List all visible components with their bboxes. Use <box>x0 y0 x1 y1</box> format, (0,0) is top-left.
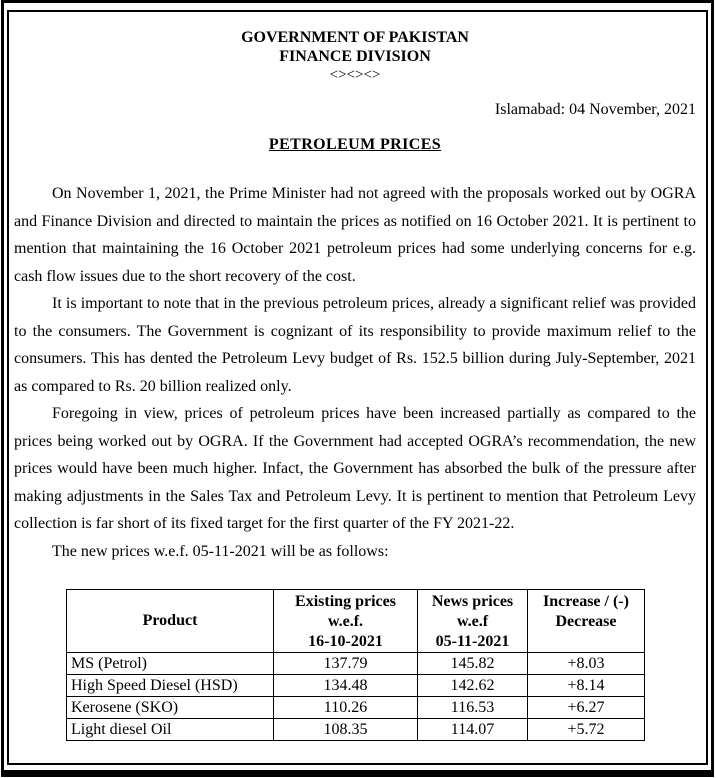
cell-new-price: 142.62 <box>418 675 528 697</box>
cell-product: High Speed Diesel (HSD) <box>67 675 274 697</box>
letterhead-division: FINANCE DIVISION <box>279 48 431 65</box>
cell-existing-price: 134.48 <box>274 675 418 697</box>
cell-product: Light diesel Oil <box>67 719 274 741</box>
cell-new-price: 145.82 <box>418 653 528 675</box>
cell-existing-price: 137.79 <box>274 653 418 675</box>
table-row-ms-petrol <box>67 653 645 675</box>
document-title: PETROLEUM PRICES <box>268 136 442 153</box>
column-header-product: Product <box>67 590 274 653</box>
column-header-increase-decrease: Increase / (-) Decrease <box>528 590 645 653</box>
table-row-hsd <box>67 675 645 697</box>
cell-change: +5.72 <box>528 719 645 741</box>
cell-product: MS (Petrol) <box>67 653 274 675</box>
page-border-outer <box>1 0 714 777</box>
cell-existing-price: 110.26 <box>274 697 418 719</box>
page-border-inner <box>7 10 708 765</box>
cell-change: +8.14 <box>528 675 645 697</box>
body-paragraph-2: It is important to note that in the previous petroleum prices, already a significant relief was provided to the consumers. The Government is cognizant of its responsibility to provide maximum relief to the consumers. This has dented the Petroleum Levy budget of Rs. 152.5 billion during July-September, 2021 as compared to Rs. 20 billion realized only. <box>14 295 696 395</box>
cell-change: +8.03 <box>528 653 645 675</box>
dateline: Islamabad: 04 November, 2021 <box>494 101 696 118</box>
lead-in-line: The new prices w.e.f. 05-11-2021 will be as follows: <box>52 542 389 560</box>
cell-new-price: 114.07 <box>418 719 528 741</box>
letterhead-government: GOVERNMENT OF PAKISTAN <box>241 29 469 46</box>
table-row-kerosene <box>67 697 645 719</box>
letterhead-ornament: <><><> <box>329 67 381 83</box>
cell-change: +6.27 <box>528 697 645 719</box>
cell-product: Kerosene (SKO) <box>67 697 274 719</box>
cell-existing-price: 108.35 <box>274 719 418 741</box>
cell-new-price: 116.53 <box>418 697 528 719</box>
table-header-row <box>67 590 645 653</box>
table-row-light-diesel <box>67 719 645 741</box>
column-header-existing-prices: Existing prices w.e.f. 16-10-2021 <box>274 590 418 653</box>
petroleum-prices-table <box>66 589 645 741</box>
body-paragraph-3: Foregoing in view, prices of petroleum prices have been increased partially as compared to the prices being worked out by OGRA. If the Government had accepted OGRA’s recommendation, the new prices would have been much higher. Infact, the Government has absorbed the bulk of the pressure after making adjustments in the Sales Tax and Petroleum Levy. It is pertinent to mention that Petroleum Levy collection is far short of its fixed target for the first quarter of the FY 2021-22. <box>14 405 696 532</box>
body-paragraph-1: On November 1, 2021, the Prime Minister had not agreed with the proposals worked out by OGRA and Finance Division and directed to maintain the prices as notified on 16 October 2021. It is pertinent to mention that maintaining the 16 October 2021 petroleum prices had some underlying concerns for e.g. cash flow issues due to the short recovery of the cost. <box>14 185 696 285</box>
column-header-new-prices: News prices w.e.f 05-11-2021 <box>418 590 528 653</box>
document-body <box>14 180 696 565</box>
